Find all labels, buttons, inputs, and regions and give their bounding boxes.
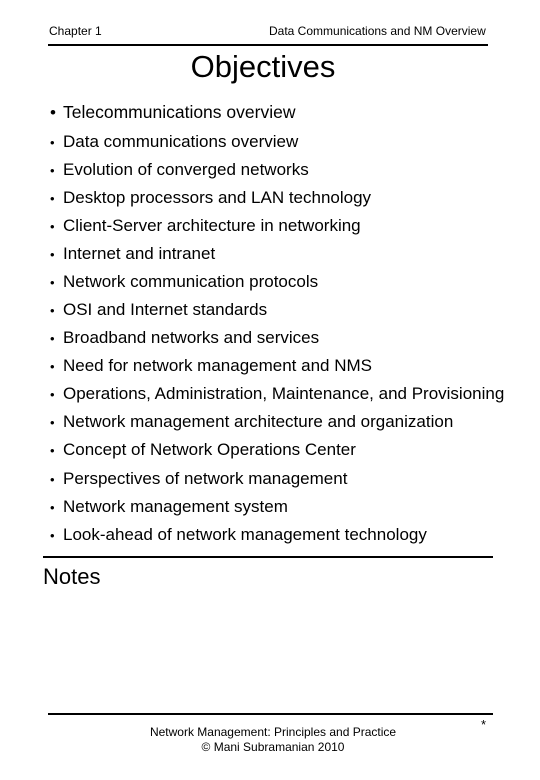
objective-text: Need for network management and NMS [63,356,372,375]
bullet-icon: • [50,103,56,122]
objective-item [50,468,347,491]
bullet-icon: • [50,247,55,262]
objective-item [50,355,372,378]
objective-text: Network communication protocols [63,272,319,291]
notes-divider [43,556,493,558]
bullet-icon: • [50,415,55,430]
footer-divider [48,713,493,715]
objective-item [50,243,215,266]
objective-text: Data communications overview [63,132,299,151]
bullet-icon: • [50,528,55,543]
objective-text: Network management system [63,497,288,516]
objective-item [50,524,427,547]
objective-item [50,496,288,519]
notes-heading: Notes [43,564,101,589]
objective-item [50,101,295,124]
objective-item [50,327,319,350]
bullet-icon: • [50,163,55,178]
section-title: Data Communications and NM Overview [269,24,486,38]
objective-item [50,299,267,322]
objective-text: Look-ahead of network management technology [63,525,427,544]
bullet-icon: • [50,472,55,487]
chapter-label: Chapter 1 [49,24,102,38]
objective-text: Concept of Network Operations Center [63,440,356,459]
objective-item [50,159,309,182]
objective-text: Telecommunications overview [63,102,296,122]
objective-text: Operations, Administration, Maintenance, and Provisioning [63,384,505,403]
bullet-icon: • [50,387,55,402]
header-divider [48,44,488,46]
objective-text: Network management architecture and organization [63,412,454,431]
objective-item [50,131,298,154]
bullet-icon: • [50,191,55,206]
footer-copyright: © Mani Subramanian 2010 [201,740,345,754]
bullet-icon: • [50,359,55,374]
bullet-icon: • [50,219,55,234]
objective-item [50,411,453,434]
objective-text: Evolution of converged networks [63,160,309,179]
objective-text: Client-Server architecture in networking [63,216,361,235]
objective-text: Internet and intranet [63,244,216,263]
bullet-icon: • [50,275,55,290]
bullet-icon: • [50,443,55,458]
objective-text: Broadband networks and services [63,328,320,347]
objective-item [50,271,318,294]
objective-item [50,215,361,238]
bullet-icon: • [50,303,55,318]
objective-item [50,187,371,210]
objective-text: Perspectives of network management [63,469,348,488]
bullet-icon: • [50,500,55,515]
bullet-icon: • [50,331,55,346]
objective-text: OSI and Internet standards [63,300,268,319]
slide-title: Objectives [190,49,336,84]
footer [130,725,416,755]
footer-book-title: Network Management: Principles and Practice [149,725,397,739]
objective-text: Desktop processors and LAN technology [63,188,372,207]
bullet-icon: • [50,135,55,150]
objective-item [50,383,504,406]
page-mark: * [481,717,487,732]
objective-item [50,439,356,462]
